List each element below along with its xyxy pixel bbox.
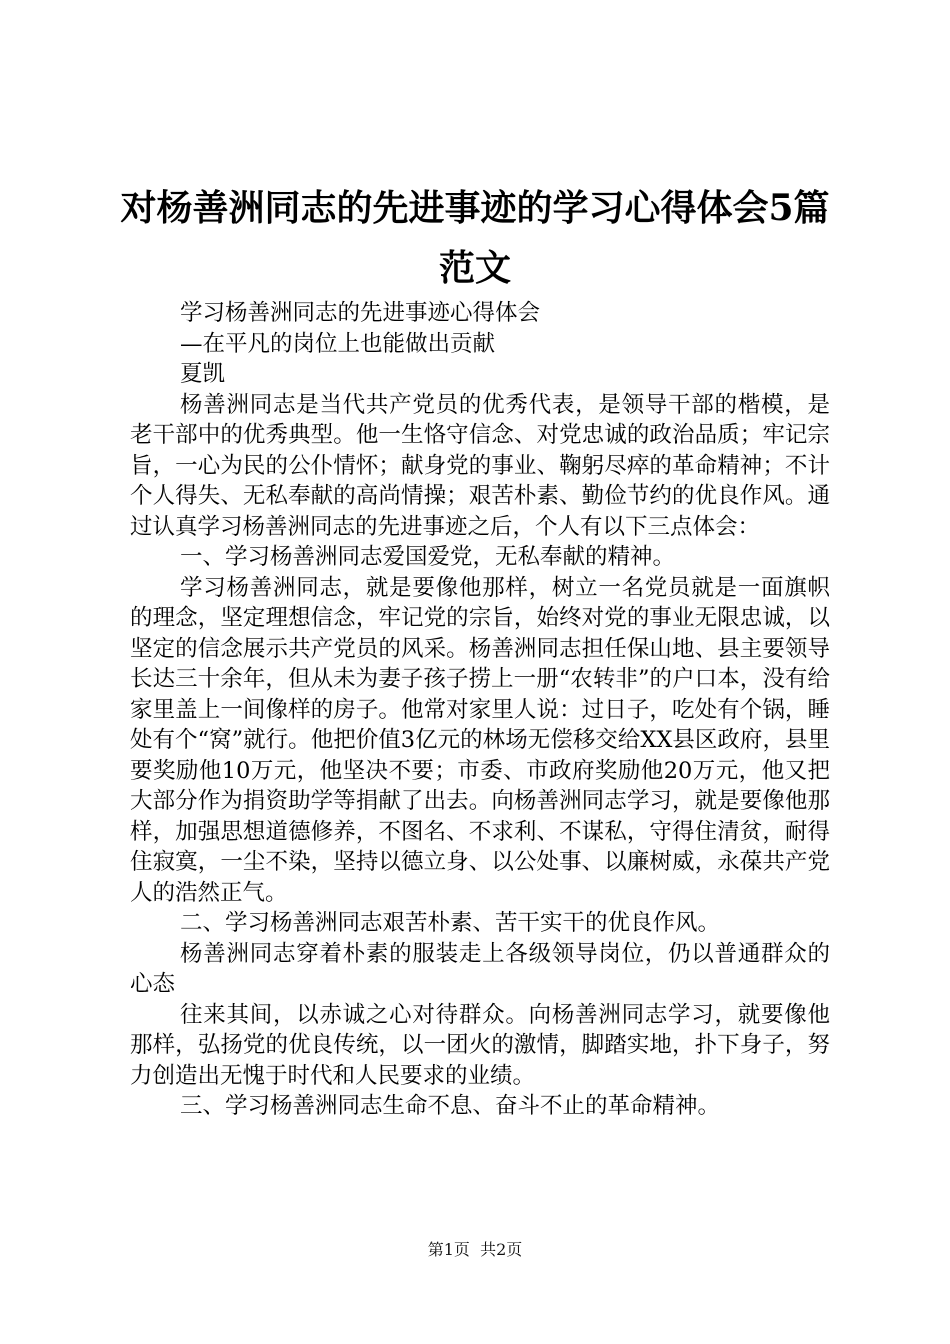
document-body <box>130 298 830 1122</box>
page-footer <box>0 1240 950 1260</box>
body-paragraph: 学习杨善洲同志，就是要像他那样，树立一名党员就是一面旗帜的理念，坚定理想信念，牢记党的宗旨，始终对党的事业无限忠诚，以坚定的信念展示共产党员的风采。杨善洲同志担任保山地、县主要领导长达三十余年，但从未为妻子孩子捞上一册“农转非”的户口本，没有给家里盖上一间像样的房子。他常对家里人说：过日子，吃处有个锅，睡处有个“窝”就行。他把价值3亿元的林场无偿移交给XX县区政府，县里要奖励他10万元，他坚决不要；市委、市政府奖励他20万元，他又把大部分作为捐资助学等捐献了出去。向杨善洲同志学习，就是要像他那样，加强思想道德修养，不图名、不求利、不谋私，守得住清贫，耐得住寂寞，一尘不染，坚持以德立身、以公处事、以廉树威，永葆共产党人的浩然正气。 <box>130 574 830 906</box>
section-heading: 三、学习杨善洲同志生命不息、奋斗不止的革命精神。 <box>180 1093 721 1119</box>
subtitle: 学习杨善洲同志的先进事迹心得体会 <box>180 300 541 326</box>
body-paragraph: 杨善洲同志是当代共产党员的优秀代表，是领导干部的楷模，是老干部中的优秀典型。他一生恪守信念、对党忠诚的政治品质；牢记宗旨，一心为民的公仆情怀；献身党的事业、鞠躬尽瘁的革命精神；不计个人得失、无私奉献的高尚情操；艰苦朴素、勤俭节约的优良作风。通过认真学习杨善洲同志的先进事迹之后，个人有以下三点体会： <box>130 391 830 540</box>
section-heading: 二、学习杨善洲同志艰苦朴素、苦干实干的优良作风。 <box>180 910 721 936</box>
body-paragraph: 往来其间，以赤诚之心对待群众。向杨善洲同志学习，就要像他那样，弘扬党的优良传统，以一团火的激情，脚踏实地，扑下身子，努力创造出无愧于时代和人民要求的业绩。 <box>130 1001 830 1089</box>
body-paragraph: 杨善洲同志穿着朴素的服装走上各级领导岗位，仍以普通群众的心态 <box>130 940 830 997</box>
subtitle-tagline: —在平凡的岗位上也能做出贡献 <box>180 330 496 357</box>
document-title-line-1: 对杨善洲同志的先进事迹的学习心得体会5篇 <box>120 187 830 229</box>
section-heading: 一、学习杨善洲同志爱国爱党，无私奉献的精神。 <box>180 544 676 570</box>
author-name: 夏凯 <box>180 361 226 387</box>
page-number-label: 第1页 共2页 <box>427 1240 523 1259</box>
document-title-line-2: 范文 <box>438 247 511 289</box>
